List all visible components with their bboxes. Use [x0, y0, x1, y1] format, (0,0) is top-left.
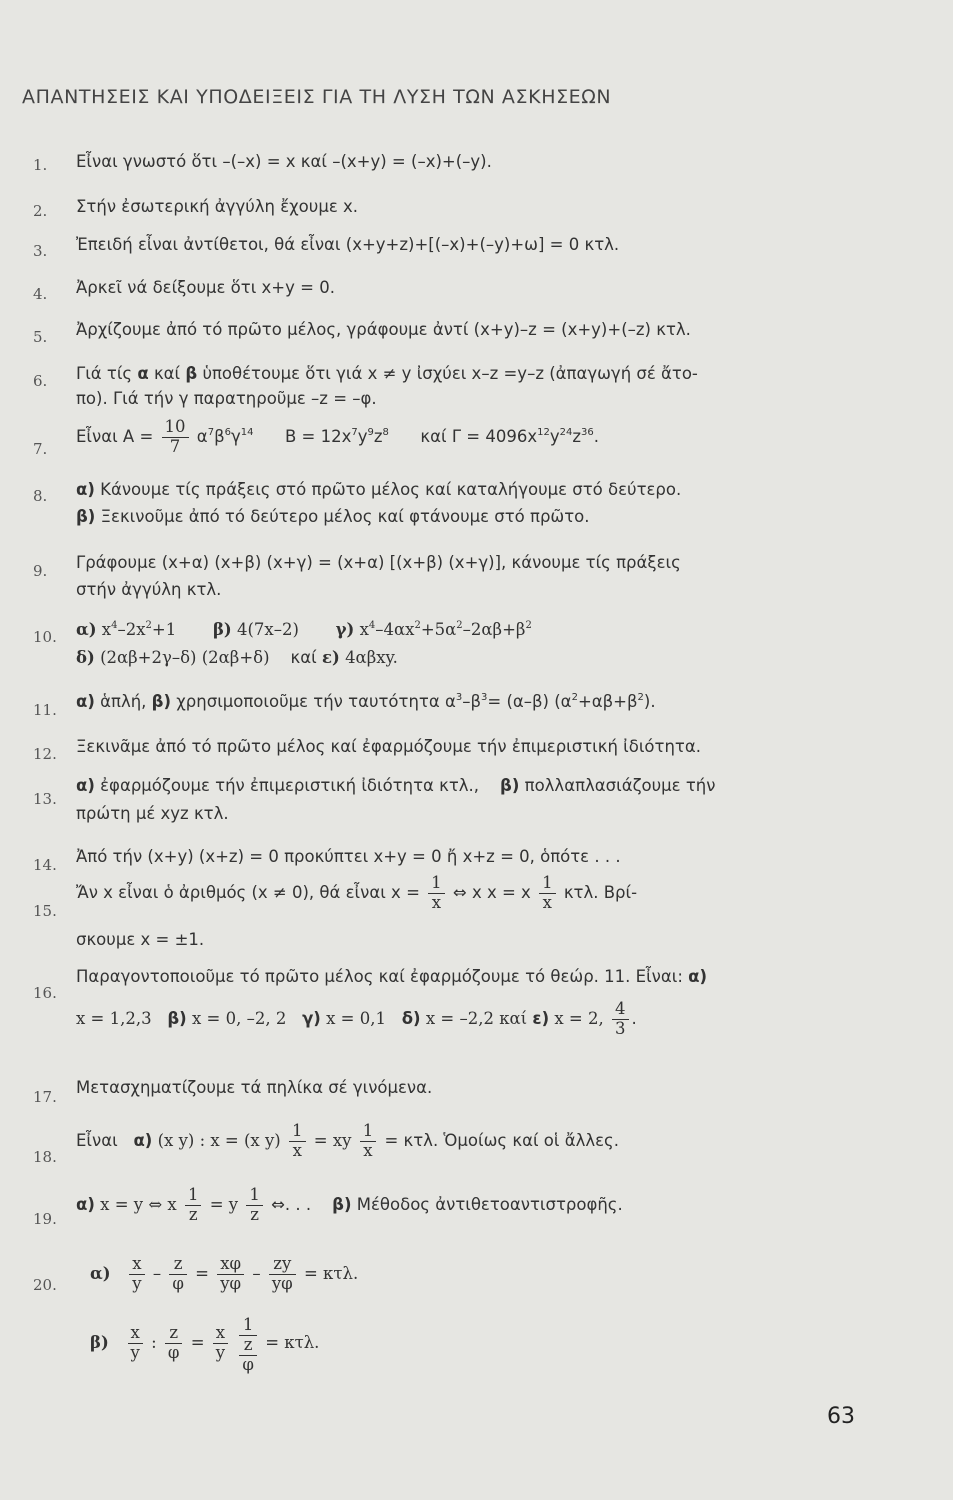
- item-number-6: 6.: [33, 372, 48, 390]
- fraction-xphi-yphi: $\frac{x\varphi}{y\varphi}$: [217, 1255, 244, 1294]
- item-number-14: 14.: [33, 856, 57, 874]
- answer-4: Ἀρκεῖ νά δείξουμε ὅτι x+y = 0.: [76, 278, 335, 297]
- item-number-12: 12.: [33, 745, 57, 763]
- answer-16-line-1: Παραγοντοποιοῦμε τό πρῶτο μέλος καί ἐφαρμόζουμε τό θεώρ. 11. Εἶναι: α): [76, 967, 708, 986]
- answer-3: Ἐπειδή εἶναι ἀντίθετοι, θά εἶναι (x+y+z)+[(–x)+(–y)+ω] = 0 κτλ.: [76, 235, 620, 254]
- fraction-1-z-19a: $\frac{1}{z}$: [185, 1186, 202, 1225]
- answer-6-line-2: πο). Γιά τήν γ παρατηροῦμε –z = –φ.: [76, 389, 377, 408]
- answer-19: α) x = y ⇔ x $\frac{1}{z}$ = y $\frac{1}{z}$ ⇔. . . β) Μέθοδος ἀντιθετοαντιστροφῆς.: [76, 1185, 623, 1224]
- fraction-1-x-18b: $\frac{1}{x}$: [360, 1122, 377, 1161]
- item-number-7: 7.: [33, 440, 48, 458]
- answer-5: Ἀρχίζουμε ἀπό τό πρῶτο μέλος, γράφουμε ἀντί (x+y)–z = (x+y)+(–z) κτλ.: [76, 320, 691, 339]
- answer-13-line-2: πρώτη μέ xyz κτλ.: [76, 804, 229, 823]
- answer-7: Εἶναι A = $\frac{10}{7}$ $\alpha^7\beta^6\gamma^{14}$ $B = 12x^7y^9z^8$ καί $\Gamma = 4096x^{12}y^{24}z^{36}$.: [76, 417, 599, 456]
- answer-10-line-2: δ) (2αβ+2γ–δ) (2αβ+δ) καί ε) 4αβxy.: [76, 648, 398, 667]
- fraction-x-y-b: $\frac{x}{y}$: [128, 1324, 143, 1363]
- answer-17: Μετασχηματίζουμε τά πηλίκα σέ γινόμενα.: [76, 1078, 433, 1097]
- item-number-5: 5.: [33, 328, 48, 346]
- item-number-3: 3.: [33, 242, 48, 260]
- answer-20b: β) $\frac{x}{y}$ : $\frac{z}{\varphi}$ = $\frac{x}{y}$ 1 z φ = κτλ.: [90, 1315, 320, 1374]
- item-number-18: 18.: [33, 1148, 57, 1166]
- fraction-1-x-18a: $\frac{1}{x}$: [289, 1122, 306, 1161]
- item-number-10: 10.: [33, 628, 57, 646]
- item-number-20: 20.: [33, 1276, 57, 1294]
- fraction-4-3: $\frac{4}{3}$: [612, 1000, 629, 1039]
- item-number-8: 8.: [33, 487, 48, 505]
- answer-1: Εἶναι γνωστό ὅτι –(–x) = x καί –(x+y) = (–x)+(–y).: [76, 152, 492, 171]
- item-number-13: 13.: [33, 790, 57, 808]
- answer-18: Εἶναι α) (x y) : x = (x y) $\frac{1}{x}$ = xy $\frac{1}{x}$ = κτλ. Ὁμοίως καί οἱ ἄλλες.: [76, 1121, 619, 1160]
- page-number: 63: [827, 1404, 855, 1429]
- answer-9-line-1: Γράφουμε (x+α) (x+β) (x+γ) = (x+α) [(x+β) (x+γ)], κάνουμε τίς πράξεις: [76, 553, 681, 572]
- item-number-4: 4.: [33, 285, 48, 303]
- fraction-zy-yphi: $\frac{zy}{y\varphi}$: [269, 1255, 296, 1294]
- fraction-1-x-second: $\frac{1}{x}$: [539, 874, 556, 913]
- answer-8a: α) Κάνουμε τίς πράξεις στό πρῶτο μέλος καί καταλήγουμε στό δεύτερο.: [76, 480, 682, 499]
- item-number-2: 2.: [33, 202, 48, 220]
- item-number-11: 11.: [33, 701, 57, 719]
- fraction-z-phi: $\frac{z}{\varphi}$: [169, 1255, 187, 1294]
- answer-2: Στήν ἐσωτερική ἀγγύλη ἔχουμε x.: [76, 197, 358, 216]
- page-heading: ΑΠΑΝΤΗΣΕΙΣ ΚΑΙ ΥΠΟΔΕΙΞΕΙΣ ΓΙΑ ΤΗ ΛΥΣΗ ΤΩΝ ΑΣΚΗΣΕΩΝ: [22, 86, 612, 108]
- fraction-1-x: $\frac{1}{x}$: [428, 874, 445, 913]
- fraction-1-z-19b: $\frac{1}{z}$: [246, 1186, 263, 1225]
- answer-14: Ἀπό τήν (x+y) (x+z) = 0 προκύπτει x+y = 0 ἤ x+z = 0, ὁπότε . . .: [76, 847, 621, 866]
- answer-12: Ξεκινᾶμε ἀπό τό πρῶτο μέλος καί ἐφαρμόζουμε τήν ἐπιμεριστική ἰδιότητα.: [76, 737, 701, 756]
- item-number-17: 17.: [33, 1088, 57, 1106]
- answer-10-line-1: α) $x^4-2x^2+1$ β) 4(7x–2) γ) $x^4-4\alpha x^2+5\alpha^2-2\alpha\beta+\beta^2$: [76, 620, 532, 639]
- answer-11: α) ἁπλή, β) χρησιμοποιοῦμε τήν ταυτότητα $\alpha^3-\beta^3= (\alpha-\beta)$ $(\alpha^2+\alpha\beta+\beta^2)$.: [76, 692, 656, 711]
- fraction-1-over-z-over-phi: 1 z φ: [239, 1316, 257, 1375]
- answer-15-line-2: σκουμε x = ±1.: [76, 930, 205, 949]
- item-number-9: 9.: [33, 562, 48, 580]
- item-number-1: 1.: [33, 156, 48, 174]
- fraction-10-7: $\frac{10}{7}$: [162, 418, 189, 457]
- answer-13-line-1: α) ἐφαρμόζουμε τήν ἐπιμεριστική ἰδιότητα κτλ., β) πολλαπλασιάζουμε τήν: [76, 776, 716, 795]
- fraction-x-y-c: $\frac{x}{y}$: [213, 1324, 228, 1363]
- answer-9-line-2: στήν ἀγγύλη κτλ.: [76, 580, 222, 599]
- answer-20a: α) $\frac{x}{y}$ – $\frac{z}{\varphi}$ = $\frac{x\varphi}{y\varphi}$ – $\frac{zy}{y\varphi}$ = κτλ.: [90, 1254, 359, 1293]
- answer-8b: β) Ξεκινοῦμε ἀπό τό δεύτερο μέλος καί φτάνουμε στό πρῶτο.: [76, 507, 590, 526]
- fraction-z-phi-b: $\frac{z}{\varphi}$: [165, 1324, 183, 1363]
- answer-6-line-1: Γιά τίς α καί β ὑποθέτουμε ὅτι γιά x ≠ y ἰσχύει x–z =y–z (ἀπαγωγή σέ ἄτο-: [76, 364, 698, 383]
- answer-15-line-1: Ἄν x εἶναι ὁ ἀριθμός (x ≠ 0), θά εἶναι x = $\frac{1}{x}$ ⇔ x x = x $\frac{1}{x}$ κτλ. Βρί-: [76, 873, 638, 912]
- answer-16-line-2: x = 1,2,3 β) x = 0, –2, 2 γ) x = 0,1 δ) x = –2,2 καί ε) x = 2, $\frac{4}{3}$ .: [76, 999, 637, 1038]
- item-number-16: 16.: [33, 984, 57, 1002]
- item-number-15: 15.: [33, 902, 57, 920]
- fraction-x-y: $\frac{x}{y}$: [129, 1255, 144, 1294]
- item-number-19: 19.: [33, 1210, 57, 1228]
